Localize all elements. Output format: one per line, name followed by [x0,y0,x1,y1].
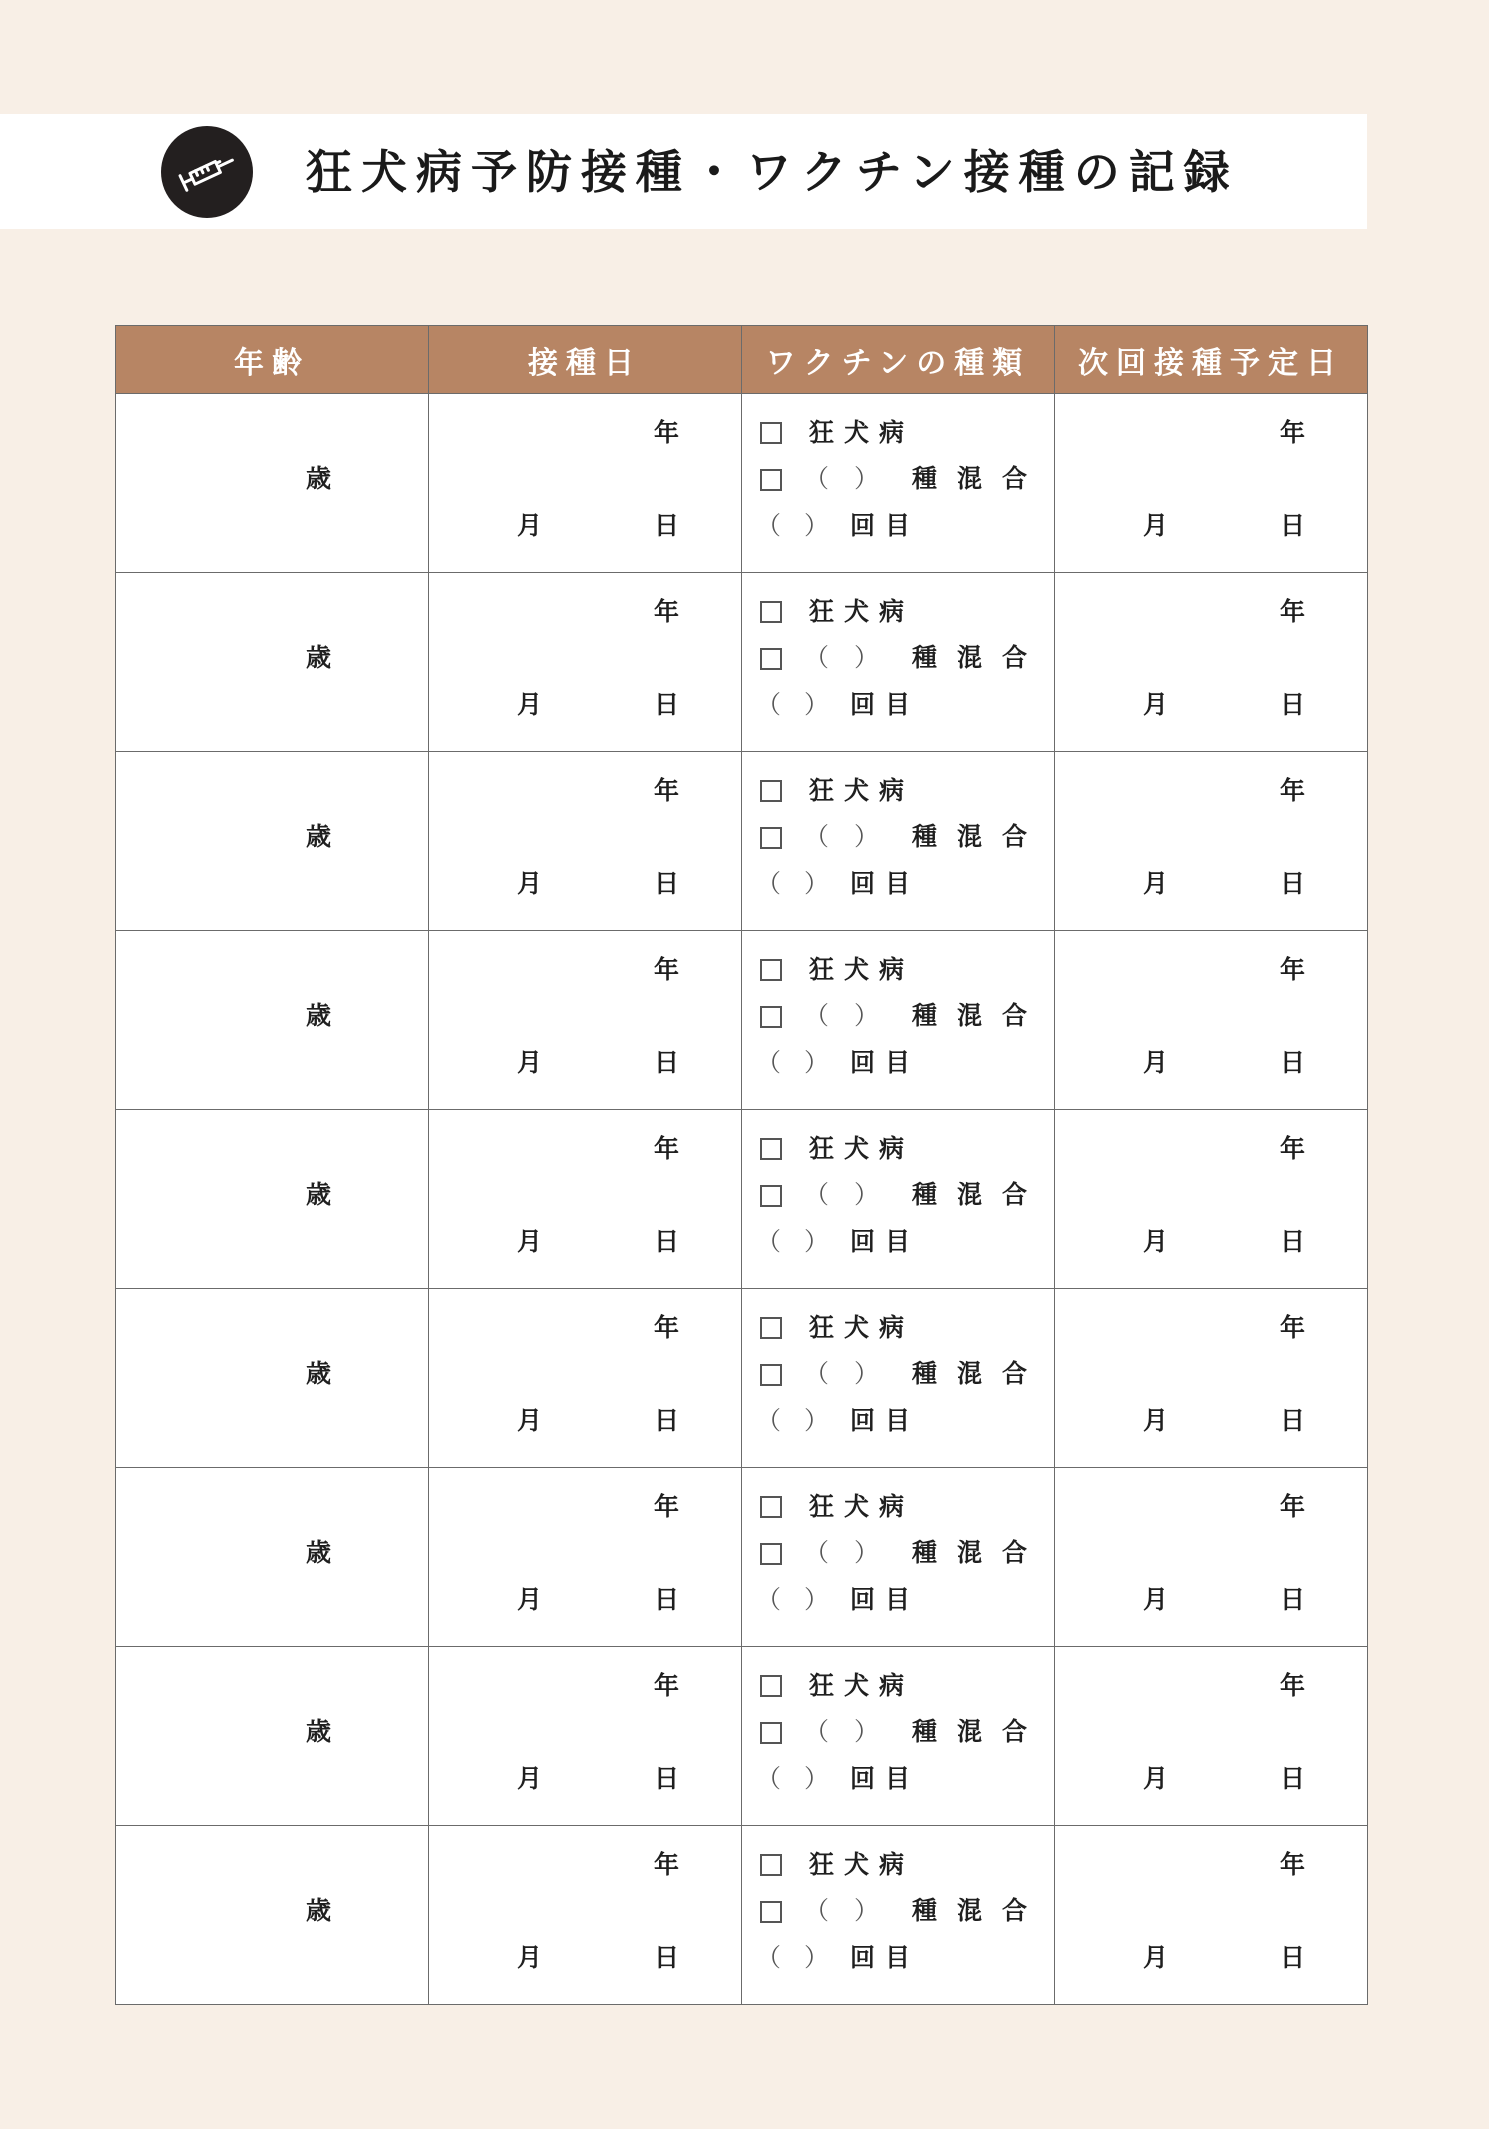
vaccination-date-cell[interactable] [429,1647,742,1826]
age-cell[interactable] [116,1468,429,1647]
rabies-option-label: 狂犬病 [809,1671,915,1700]
year-label: 年 [1280,955,1306,984]
combo-close-paren: ） [854,1180,880,1209]
rabies-option-label: 狂犬病 [809,418,915,447]
age-unit-label: 歳 [306,1359,332,1388]
month-label: 月 [517,1585,543,1614]
age-unit-label: 歳 [306,822,332,851]
combo-checkbox[interactable] [760,1364,782,1386]
age-unit-label: 歳 [306,643,332,672]
combo-open-paren: （ [804,1180,830,1209]
month-label: 月 [517,1406,543,1435]
vaccination-date-cell[interactable] [429,1468,742,1647]
next-date-cell[interactable] [1055,394,1368,573]
dose-count-label: 回目 [850,690,921,719]
combo-checkbox[interactable] [760,1901,782,1923]
combo-option-label: 種混合 [912,464,1048,493]
age-cell[interactable] [116,1289,429,1468]
combo-option-label: 種混合 [912,822,1048,851]
next-date-cell[interactable] [1055,752,1368,931]
year-label: 年 [654,418,680,447]
year-label: 年 [654,955,680,984]
dose-close-paren: ） [804,690,830,719]
dose-open-paren: （ [756,1585,782,1614]
combo-close-paren: ） [854,643,880,672]
dose-count-label: 回目 [850,1048,921,1077]
table-row [116,1289,1368,1468]
combo-close-paren: ） [854,1896,880,1925]
month-label: 月 [1143,1048,1169,1077]
day-label: 日 [654,1048,680,1077]
dose-close-paren: ） [804,1764,830,1793]
year-label: 年 [654,776,680,805]
day-label: 日 [1280,1406,1306,1435]
rabies-checkbox[interactable] [760,1675,782,1697]
vaccine-type-cell [742,931,1055,1110]
dose-open-paren: （ [756,869,782,898]
age-cell[interactable] [116,573,429,752]
dose-count-label: 回目 [850,1943,921,1972]
dose-open-paren: （ [756,1764,782,1793]
combo-open-paren: （ [804,1538,830,1567]
age-cell[interactable] [116,931,429,1110]
month-label: 月 [517,1227,543,1256]
combo-close-paren: ） [854,1001,880,1030]
month-label: 月 [1143,869,1169,898]
rabies-option-label: 狂犬病 [809,1492,915,1521]
day-label: 日 [654,1227,680,1256]
combo-close-paren: ） [854,1717,880,1746]
dose-open-paren: （ [756,1943,782,1972]
rabies-checkbox[interactable] [760,1317,782,1339]
month-label: 月 [517,1764,543,1793]
combo-close-paren: ） [854,822,880,851]
day-label: 日 [654,1585,680,1614]
vaccine-type-cell [742,1826,1055,2005]
table-row [116,931,1368,1110]
age-cell[interactable] [116,752,429,931]
month-label: 月 [1143,1227,1169,1256]
age-unit-label: 歳 [306,1717,332,1746]
age-cell[interactable] [116,1647,429,1826]
dose-count-label: 回目 [850,1585,921,1614]
next-date-cell[interactable] [1055,573,1368,752]
combo-checkbox[interactable] [760,1543,782,1565]
next-date-cell[interactable] [1055,1289,1368,1468]
table-row [116,573,1368,752]
combo-checkbox[interactable] [760,1006,782,1028]
day-label: 日 [654,1764,680,1793]
rabies-option-label: 狂犬病 [809,597,915,626]
day-label: 日 [654,690,680,719]
rabies-checkbox[interactable] [760,1138,782,1160]
table-row [116,394,1368,573]
combo-close-paren: ） [854,1538,880,1567]
year-label: 年 [1280,1492,1306,1521]
combo-option-label: 種混合 [912,1180,1048,1209]
combo-open-paren: （ [804,1717,830,1746]
page-title: 狂犬病予防接種・ワクチン接種の記録 [306,145,1239,199]
vaccination-date-cell[interactable] [429,394,742,573]
dose-open-paren: （ [756,1048,782,1077]
combo-close-paren: ） [854,1359,880,1388]
day-label: 日 [654,511,680,540]
month-label: 月 [517,690,543,719]
year-label: 年 [1280,597,1306,626]
vaccination-date-cell[interactable] [429,1289,742,1468]
day-label: 日 [1280,1048,1306,1077]
age-unit-label: 歳 [306,1001,332,1030]
age-unit-label: 歳 [306,1896,332,1925]
combo-open-paren: （ [804,464,830,493]
year-label: 年 [654,1492,680,1521]
year-label: 年 [1280,776,1306,805]
day-label: 日 [1280,690,1306,719]
dose-count-label: 回目 [850,1406,921,1435]
day-label: 日 [1280,1227,1306,1256]
year-label: 年 [1280,1313,1306,1342]
dose-count-label: 回目 [850,869,921,898]
age-unit-label: 歳 [306,1180,332,1209]
rabies-checkbox[interactable] [760,959,782,981]
syringe-icon [161,126,253,218]
month-label: 月 [1143,1764,1169,1793]
rabies-checkbox[interactable] [760,422,782,444]
next-date-cell[interactable] [1055,931,1368,1110]
dose-close-paren: ） [804,1585,830,1614]
table-row [116,1468,1368,1647]
year-label: 年 [654,1671,680,1700]
year-label: 年 [654,1134,680,1163]
combo-open-paren: （ [804,643,830,672]
dose-count-label: 回目 [850,1764,921,1793]
combo-option-label: 種混合 [912,1001,1048,1030]
dose-open-paren: （ [756,1227,782,1256]
table-row [116,1110,1368,1289]
dose-close-paren: ） [804,1406,830,1435]
age-cell[interactable] [116,1826,429,2005]
vaccine-type-cell [742,573,1055,752]
combo-open-paren: （ [804,1359,830,1388]
vaccine-type-cell [742,1468,1055,1647]
table-row [116,1826,1368,2005]
year-label: 年 [1280,1134,1306,1163]
month-label: 月 [1143,1406,1169,1435]
month-label: 月 [1143,1943,1169,1972]
year-label: 年 [654,1313,680,1342]
year-label: 年 [654,597,680,626]
dose-open-paren: （ [756,690,782,719]
month-label: 月 [517,511,543,540]
month-label: 月 [517,869,543,898]
vaccination-date-cell[interactable] [429,752,742,931]
day-label: 日 [1280,1585,1306,1614]
day-label: 日 [654,869,680,898]
next-date-cell[interactable] [1055,1468,1368,1647]
day-label: 日 [1280,1764,1306,1793]
dose-open-paren: （ [756,1406,782,1435]
year-label: 年 [1280,1850,1306,1879]
rabies-option-label: 狂犬病 [809,1134,915,1163]
vaccine-type-cell [742,1289,1055,1468]
dose-open-paren: （ [756,511,782,540]
combo-option-label: 種混合 [912,1359,1048,1388]
age-cell[interactable] [116,394,429,573]
dose-count-label: 回目 [850,511,921,540]
month-label: 月 [517,1943,543,1972]
year-label: 年 [1280,418,1306,447]
dose-close-paren: ） [804,1048,830,1077]
month-label: 月 [1143,1585,1169,1614]
age-unit-label: 歳 [306,1538,332,1567]
combo-open-paren: （ [804,1896,830,1925]
month-label: 月 [1143,690,1169,719]
vaccine-type-cell [742,752,1055,931]
day-label: 日 [1280,511,1306,540]
combo-close-paren: ） [854,464,880,493]
combo-open-paren: （ [804,1001,830,1030]
vaccination-date-cell[interactable] [429,1826,742,2005]
combo-open-paren: （ [804,822,830,851]
column-header-next-date: 次回接種予定日 [1055,326,1368,394]
column-header-vaccination-date: 接種日 [429,326,742,394]
vaccination-date-cell[interactable] [429,1110,742,1289]
next-date-cell[interactable] [1055,1647,1368,1826]
month-label: 月 [517,1048,543,1077]
vaccination-records-table [115,325,1368,2005]
combo-checkbox[interactable] [760,648,782,670]
column-header-age: 年齢 [116,326,429,394]
vaccine-type-cell [742,1110,1055,1289]
rabies-checkbox[interactable] [760,780,782,802]
combo-option-label: 種混合 [912,1538,1048,1567]
rabies-option-label: 狂犬病 [809,955,915,984]
combo-checkbox[interactable] [760,1722,782,1744]
dose-close-paren: ） [804,869,830,898]
day-label: 日 [654,1406,680,1435]
rabies-option-label: 狂犬病 [809,776,915,805]
combo-option-label: 種混合 [912,1896,1048,1925]
combo-checkbox[interactable] [760,827,782,849]
dose-count-label: 回目 [850,1227,921,1256]
dose-close-paren: ） [804,1227,830,1256]
age-cell[interactable] [116,1110,429,1289]
day-label: 日 [1280,1943,1306,1972]
next-date-cell[interactable] [1055,1110,1368,1289]
year-label: 年 [1280,1671,1306,1700]
rabies-checkbox[interactable] [760,1496,782,1518]
next-date-cell[interactable] [1055,1826,1368,2005]
age-unit-label: 歳 [306,464,332,493]
dose-close-paren: ） [804,511,830,540]
table-header-row [116,326,1368,394]
column-header-vaccine-type: ワクチンの種類 [742,326,1055,394]
month-label: 月 [1143,511,1169,540]
rabies-checkbox[interactable] [760,601,782,623]
combo-option-label: 種混合 [912,643,1048,672]
day-label: 日 [654,1943,680,1972]
combo-checkbox[interactable] [760,469,782,491]
day-label: 日 [1280,869,1306,898]
rabies-option-label: 狂犬病 [809,1313,915,1342]
dose-close-paren: ） [804,1943,830,1972]
vaccination-date-cell[interactable] [429,931,742,1110]
combo-checkbox[interactable] [760,1185,782,1207]
year-label: 年 [654,1850,680,1879]
table-row [116,752,1368,931]
vaccination-date-cell[interactable] [429,573,742,752]
combo-option-label: 種混合 [912,1717,1048,1746]
table-row [116,1647,1368,1826]
rabies-checkbox[interactable] [760,1854,782,1876]
vaccine-type-cell [742,394,1055,573]
rabies-option-label: 狂犬病 [809,1850,915,1879]
vaccine-type-cell [742,1647,1055,1826]
